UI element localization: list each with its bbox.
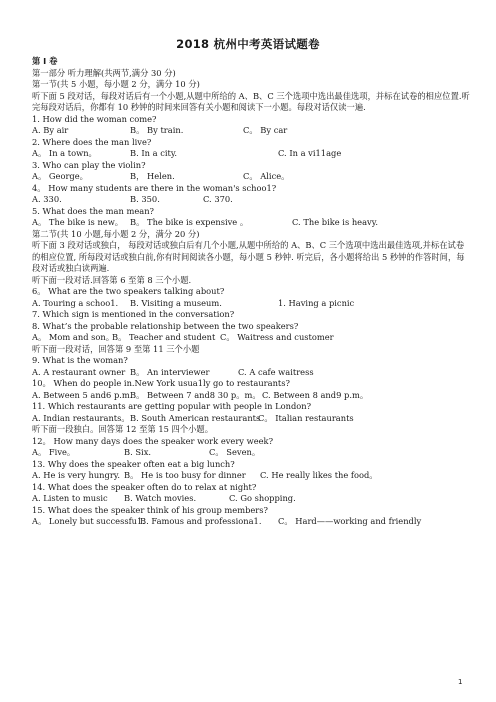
q6-option-a: A. Touring a schoo1.	[32, 297, 119, 308]
q10-option-c: C. Between 8 and9 p.m。	[262, 389, 369, 400]
q5-option-b: B。 The bike is expensive 。	[130, 217, 249, 227]
q8-stem: 8. What’s the probable relationship between the two speakers?	[32, 320, 299, 331]
q14-option-a: A. Listen to music	[32, 493, 108, 503]
section-label: 第 I 卷	[32, 56, 58, 66]
q10-option-a: A. Between 5 and6 p.m.	[32, 389, 133, 400]
q6-options	[32, 298, 472, 310]
q11-option-b: B. South American restaurants	[130, 412, 261, 423]
q10-options	[32, 390, 472, 402]
q10-option-b: B。 Between 7 and8 30 p。m。	[130, 389, 261, 400]
q13-stem: 13. Why does the speaker often eat a big lunch?	[32, 458, 235, 469]
q4-option-a: A. 330.	[32, 194, 62, 204]
q2-option-c: C. In a vi11age	[278, 148, 342, 158]
q12-option-a: A。 Five。	[32, 447, 76, 457]
q5-option-a: A。 The bike is new。	[32, 217, 124, 227]
q3-stem: 3. Who can play the violin?	[32, 159, 146, 170]
q12-stem: 12。 How many days does the speaker work every week?	[32, 435, 274, 446]
q6-option-c: 1. Having a picnic	[278, 297, 355, 308]
q9-option-a: A. A restaurant owner	[32, 366, 126, 377]
part1-sec2-header: 第二节(共 10 小题,每小题 2 分，满分 20 分)	[32, 228, 200, 239]
q10-stem: 10。 When do people in.New York usua1ly go to restaurants?	[32, 378, 290, 388]
q1-option-b: B。 By train.	[130, 125, 184, 135]
q14-stem: 14. What does the speaker often do to relax at night?	[32, 481, 257, 492]
q2-stem: 2. Where does the man live?	[32, 136, 152, 147]
q3-option-c: C。 Alice。	[243, 171, 290, 181]
q15-option-a: A。 Lonely but successfu1.	[32, 516, 145, 526]
q12-options	[32, 447, 472, 459]
q2-option-a: A。 In a town。	[32, 148, 97, 158]
q14-option-b: B. Watch movies.	[124, 493, 197, 503]
part1-sec1-instructions: 听下面 5 段对话，每段对话后有一个小题,从题中所给的 A、B、C 三个选项中选出最佳选项，并标在试卷的相应位置.听完每段对话后，你都有 10 秒钟的时间来回答有关小题和阅读下一小题。每段对话仅读一遍.	[32, 90, 470, 112]
q2-options	[32, 148, 472, 160]
exam-content	[32, 56, 472, 528]
q7-stem: 7. Which sign is mentioned in the conversation?	[32, 309, 235, 319]
q8-options	[32, 332, 472, 344]
q8-option-a: A。 Mom and son。	[32, 332, 115, 342]
q11-option-c: C。 Italian restaurants	[258, 412, 354, 423]
q13-option-b: B。 He is too busy for dinner	[124, 470, 246, 480]
q6-option-b: B. Visiting a museum.	[130, 297, 222, 308]
q3-option-a: A。 George。	[32, 171, 88, 181]
q4-option-b: B. 350.	[130, 194, 160, 204]
q14-option-c: C. Go shopping.	[229, 493, 296, 503]
dialog2-note: 听下面一段对话，回答第 9 至第 11 三个小题	[32, 343, 200, 354]
q13-option-c: C. He really likes the food。	[260, 470, 378, 480]
q1-options	[32, 125, 472, 137]
q2-option-b: B. In a city.	[130, 148, 178, 158]
q3-options	[32, 171, 472, 183]
q9-option-b: B。 An interviewer	[130, 366, 210, 377]
part1-sec1-header: 第一节(共 5 小题，每小题 2 分，满分 10 分)	[32, 79, 200, 89]
q13-options	[32, 470, 472, 482]
q13-option-a: A. He is very hungry.	[32, 470, 121, 480]
q6-stem: 6。 What are the two speakers talking about?	[32, 286, 225, 296]
dialog1-note: 听下面一段对话.回答第 6 至第 8 三个小题.	[32, 274, 192, 285]
q5-option-c: C. The bike is heavy.	[292, 217, 378, 227]
q15-option-c: C。 Hard——working and friendly	[278, 516, 422, 526]
q9-option-c: C. A cafe waitress	[238, 366, 314, 377]
q9-options	[32, 367, 472, 379]
q12-option-c: C。 Seven。	[209, 447, 261, 457]
monologue-note: 听下面一段独白。回答第 12 至第 15 四个小题。	[32, 424, 214, 434]
q8-option-b: B。 Teacher and student	[112, 332, 216, 342]
q1-option-c: C。 By car	[243, 125, 288, 135]
q1-option-a: A. By air	[32, 125, 69, 135]
q12-option-b: B. Six.	[124, 447, 152, 457]
page-title: 2018 杭州中考英语试题卷	[176, 37, 320, 51]
q11-stem: 11. Which restaurants are getting popular with people in London?	[32, 401, 312, 411]
q8-option-c: C。 Waitress and customer	[220, 332, 334, 342]
q15-options	[32, 516, 472, 528]
q5-stem: 5. What does the man mean?	[32, 205, 154, 216]
q11-option-a: A. Indian restaurants。	[32, 412, 130, 423]
q15-stem: 15. What does the speaker think of his group members?	[32, 504, 268, 515]
q5-options	[32, 217, 472, 229]
part1-sec2-instructions: 听下面 3 段对话或独白， 每段对话或独白后有几个小题,从题中所给的 A、B、C 三个选项中选出最佳选项,并标在试卷的相应位置, 所每段对话或独白前,你有时间阅读各小题，每小题 5 秒钟. 听完后，各小题将给出 5 秒钟的作答时间，每段对话或独白读两遍.	[32, 240, 465, 273]
q15-option-b: B. Famous and professiona1.	[140, 516, 262, 526]
q4-options	[32, 194, 472, 206]
q14-options	[32, 493, 472, 505]
q4-option-c: C. 370.	[203, 194, 233, 204]
part1-header: 第一部分 听力理解(共两节,满分 30 分)	[32, 67, 176, 78]
q9-stem: 9. What is the woman?	[32, 355, 128, 365]
page-number: 1	[458, 678, 463, 686]
q11-options	[32, 413, 472, 425]
q4-stem: 4。 How many students are there in the woman's schoo1?	[32, 182, 277, 193]
q1-stem: 1. How did the woman come?	[32, 113, 157, 124]
q3-option-b: B， Helen.	[130, 171, 175, 181]
